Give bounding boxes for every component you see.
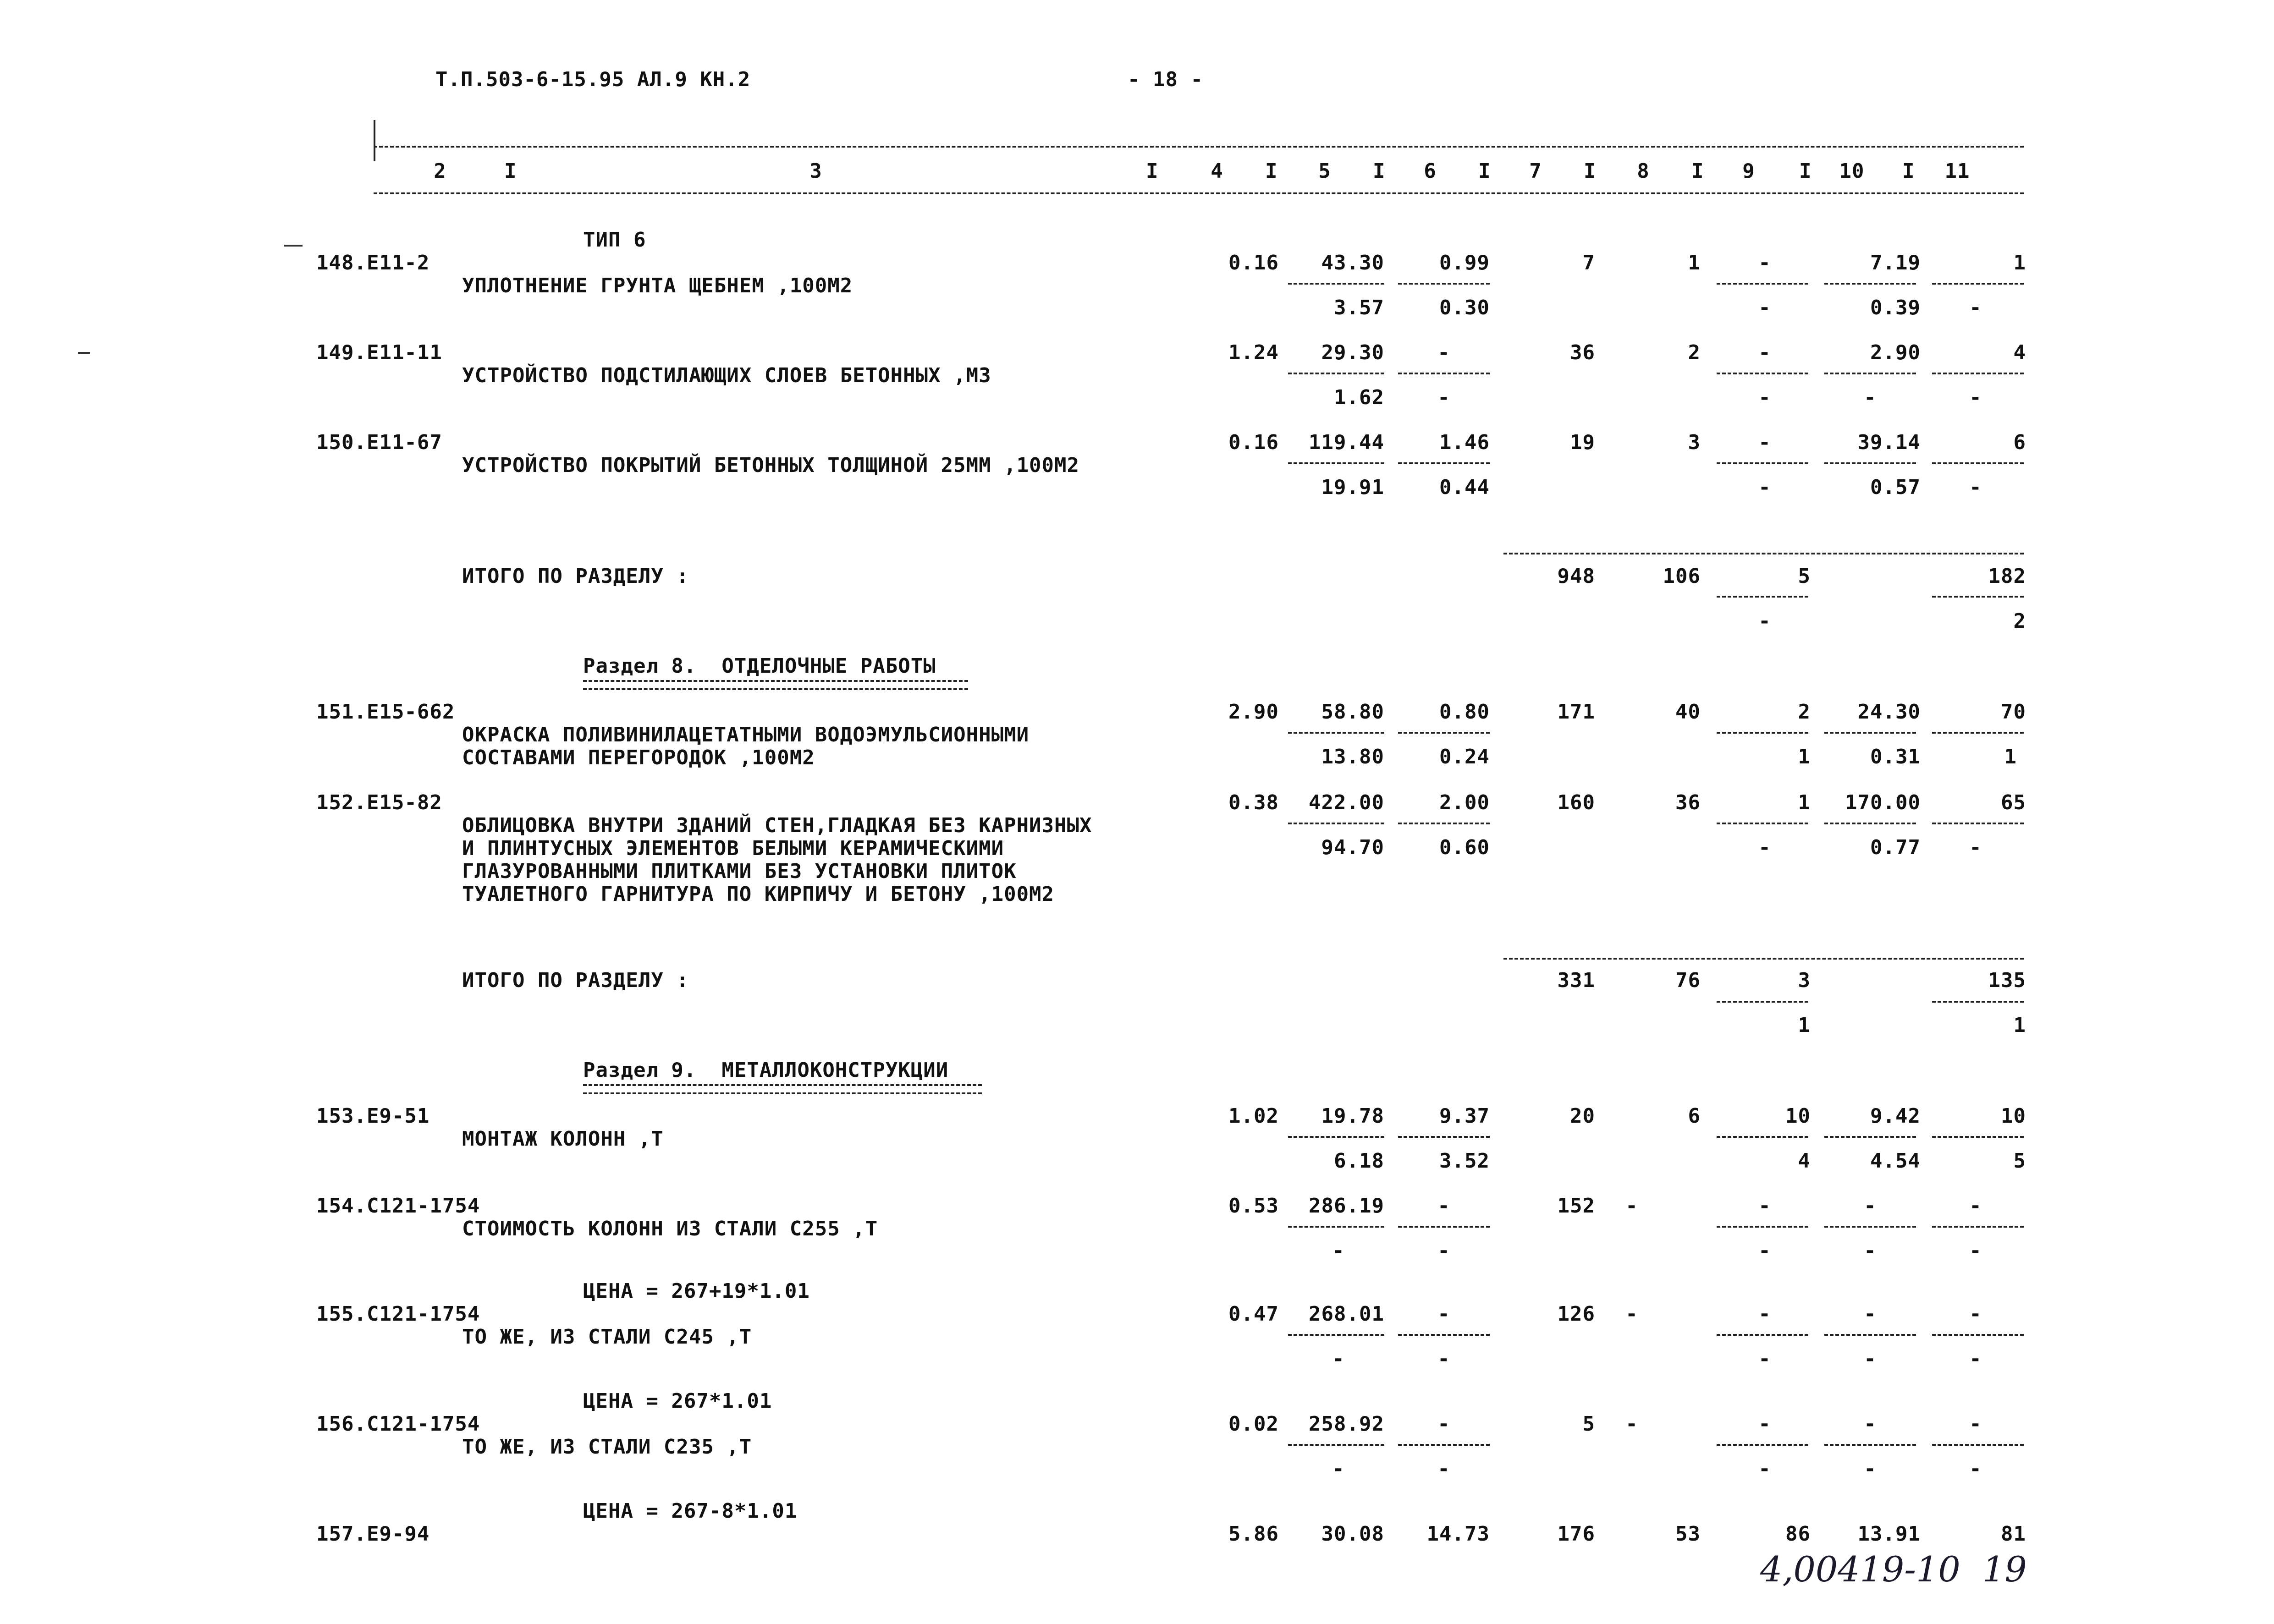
total-col7: 948 (1557, 565, 1595, 588)
cell-rule (1717, 1226, 1808, 1228)
cell-rule (1717, 596, 1808, 598)
cell-col7: 126 (1557, 1302, 1595, 1326)
row-description: УСТРОЙСТВО ПОКРЫТИЙ БЕТОННЫХ ТОЛЩИНОЙ 25ММ ,100М2 (462, 454, 1080, 477)
total-label: ИТОГО ПО РАЗДЕЛУ : (462, 969, 689, 992)
cell-col5-lower: 19.91 (1321, 476, 1384, 499)
cell-rule (1717, 823, 1808, 824)
total-col9-lower: - (1758, 609, 1771, 633)
cell-col6-lower: - (1437, 386, 1450, 409)
cell-rule (1932, 1136, 2024, 1138)
cell-rule (1824, 1444, 1916, 1446)
header-top-rule (374, 146, 2024, 148)
cell-col5-lower: 13.80 (1321, 745, 1384, 768)
cell-rule (1288, 1334, 1384, 1336)
cell-col11: - (1969, 1302, 1982, 1326)
cell-rule (1398, 732, 1490, 734)
cell-col4: 2.90 (1228, 700, 1279, 724)
cell-rule (1824, 462, 1916, 464)
cell-rule (1398, 1226, 1490, 1228)
cell-rule (1932, 596, 2024, 598)
cell-col8: - (1625, 1412, 1638, 1436)
cell-col6-lower: 0.30 (1439, 296, 1490, 319)
cell-col6: - (1437, 1194, 1450, 1218)
cell-col11-lower: - (1969, 1347, 1982, 1371)
row-code: 150.Е11-67 (316, 431, 442, 454)
cell-col6-lower: - (1437, 1457, 1450, 1481)
section-underline (583, 1084, 982, 1094)
cell-col9: 86 (1785, 1522, 1811, 1546)
cell-col11-lower: - (1969, 296, 1982, 319)
cell-rule (1717, 1136, 1808, 1138)
cell-col11-lower: - (1969, 836, 1982, 859)
cell-col6: 2.00 (1439, 791, 1490, 814)
cell-col7: 20 (1570, 1104, 1595, 1128)
cell-rule (1717, 283, 1808, 285)
cell-col5: 58.80 (1321, 700, 1384, 724)
cell-col9: - (1758, 341, 1771, 364)
cell-col11: 1 (2013, 251, 2026, 274)
cell-col8: 1 (1688, 251, 1701, 274)
cell-col10: - (1864, 1412, 1877, 1436)
cell-col8: 6 (1688, 1104, 1701, 1128)
cell-rule (1398, 1444, 1490, 1446)
cell-rule (1398, 283, 1490, 285)
cell-col8: 36 (1675, 791, 1701, 814)
cell-rule (1932, 283, 2024, 285)
cell-col5: 268.01 (1309, 1302, 1384, 1326)
cell-col9: 10 (1785, 1104, 1811, 1128)
cell-col5-lower: 6.18 (1334, 1149, 1384, 1173)
cell-rule (1932, 732, 2024, 734)
cell-rule (1717, 1334, 1808, 1336)
column-header-8: 8 (1637, 159, 1650, 183)
document-reference: Т.П.503-6-15.95 АЛ.9 КН.2 (435, 68, 751, 91)
cell-col4: 1.02 (1228, 1104, 1279, 1128)
cell-rule (1932, 1001, 2024, 1003)
cell-col10-lower: 4.54 (1870, 1149, 1921, 1173)
cell-col9: - (1758, 1412, 1771, 1436)
cell-col5: 19.78 (1321, 1104, 1384, 1128)
row-code: 156.С121-1754 (316, 1412, 480, 1436)
cell-col6-lower: - (1437, 1239, 1450, 1262)
cell-rule (1824, 732, 1916, 734)
cell-col4: 0.16 (1228, 251, 1279, 274)
cell-col4: 0.38 (1228, 791, 1279, 814)
cell-col7: 36 (1570, 341, 1595, 364)
cell-col5-lower: - (1332, 1239, 1345, 1262)
cell-col6-lower: 0.44 (1439, 476, 1490, 499)
total-col11: 135 (1988, 969, 2026, 992)
section-heading: Раздел 9. МЕТАЛЛОКОНСТРУКЦИИ (583, 1059, 949, 1082)
cell-rule (1288, 373, 1384, 374)
total-col9-lower: 1 (1798, 1014, 1811, 1037)
row-description-line: ТУАЛЕТНОГО ГАРНИТУРА ПО КИРПИЧУ И БЕТОНУ ,100М2 (462, 883, 1055, 906)
cell-col9: 2 (1798, 700, 1811, 724)
cell-col10: 170.00 (1845, 791, 1921, 814)
cell-col5-lower: - (1332, 1457, 1345, 1481)
section-heading: Раздел 8. ОТДЕЛОЧНЫЕ РАБОТЫ (583, 654, 936, 678)
total-col9: 3 (1798, 969, 1811, 992)
cell-col9-lower: - (1758, 296, 1771, 319)
total-col8: 76 (1675, 969, 1701, 992)
page-number: - 18 - (1128, 68, 1203, 91)
row-code: 157.Е9-94 (316, 1522, 430, 1546)
column-header-11: 11 (1944, 159, 1970, 183)
cell-rule (1824, 823, 1916, 824)
type-heading: ТИП 6 (583, 228, 646, 252)
cell-rule (1398, 823, 1490, 824)
row-description: УПЛОТНЕНИЕ ГРУНТА ЩЕБНЕМ ,100М2 (462, 274, 853, 297)
cell-col10: 24.30 (1857, 700, 1921, 724)
cell-col6: 1.46 (1439, 431, 1490, 454)
total-rule (1503, 553, 2024, 554)
total-col11-lower: 1 (2013, 1014, 2026, 1037)
cell-col9-lower: - (1758, 836, 1771, 859)
cell-col11-lower: 1 (2004, 745, 2017, 768)
header-bottom-rule (374, 192, 2024, 194)
cell-col10-lower: 0.77 (1870, 836, 1921, 859)
cell-col11-lower: - (1969, 1457, 1982, 1481)
row-description-line: ГЛАЗУРОВАННЫМИ ПЛИТКАМИ БЕЗ УСТАНОВКИ ПЛИТОК (462, 860, 1017, 883)
cell-col9-lower: - (1758, 1347, 1771, 1371)
cell-col10: 9.42 (1870, 1104, 1921, 1128)
cell-col4: 5.86 (1228, 1522, 1279, 1546)
row-description-line: И ПЛИНТУСНЫХ ЭЛЕМЕНТОВ БЕЛЫМИ КЕРАМИЧЕСКИМИ (462, 837, 1004, 860)
cell-rule (1717, 373, 1808, 374)
cell-col10-lower: - (1864, 1239, 1877, 1262)
cell-col4: 0.02 (1228, 1412, 1279, 1436)
column-separator: I (1902, 159, 1915, 183)
row-code: 151.Е15-662 (316, 700, 455, 724)
cell-rule (1932, 462, 2024, 464)
price-formula: ЦЕНА = 267+19*1.01 (583, 1279, 810, 1303)
cell-rule (1288, 1226, 1384, 1228)
cell-col7: 19 (1570, 431, 1595, 454)
cell-rule (1288, 1444, 1384, 1446)
cell-rule (1717, 1001, 1808, 1003)
cell-col6-lower: 0.60 (1439, 836, 1490, 859)
row-code: 148.Е11-2 (316, 251, 430, 274)
cell-col9-lower: - (1758, 1457, 1771, 1481)
handwritten-annotation: 4,00419-10 19 (1760, 1549, 2027, 1590)
cell-rule (1717, 1444, 1808, 1446)
cell-col5-lower: 94.70 (1321, 836, 1384, 859)
total-rule (1503, 958, 2024, 960)
column-header-10: 10 (1839, 159, 1865, 183)
cell-col11-lower: - (1969, 386, 1982, 409)
row-description: ТО ЖЕ, ИЗ СТАЛИ С245 ,Т (462, 1325, 752, 1349)
cell-col8: 3 (1688, 431, 1701, 454)
cell-col8: - (1625, 1302, 1638, 1326)
cell-rule (1932, 1226, 2024, 1228)
cell-rule (1288, 462, 1384, 464)
column-separator: I (1799, 159, 1812, 183)
cell-col6: - (1437, 341, 1450, 364)
cell-rule (1288, 283, 1384, 285)
cell-col6: 0.80 (1439, 700, 1490, 724)
row-description-line: СОСТАВАМИ ПЕРЕГОРОДОК ,100М2 (462, 746, 815, 769)
price-formula: ЦЕНА = 267*1.01 (583, 1389, 772, 1413)
cell-rule (1932, 373, 2024, 374)
cell-col4: 0.16 (1228, 431, 1279, 454)
cell-col5: 422.00 (1309, 791, 1384, 814)
cell-rule (1288, 823, 1384, 824)
section-underline (583, 680, 968, 690)
cell-col9-lower: - (1758, 386, 1771, 409)
column-separator: I (504, 159, 517, 183)
row-description-line: ОБЛИЦОВКА ВНУТРИ ЗДАНИЙ СТЕН,ГЛАДКАЯ БЕЗ КАРНИЗНЫХ (462, 814, 1092, 837)
cell-col11: 4 (2013, 341, 2026, 364)
cell-col5: 258.92 (1309, 1412, 1384, 1436)
cell-col9-lower: 4 (1798, 1149, 1811, 1173)
cell-col8: 53 (1675, 1522, 1701, 1546)
column-header-3: 3 (809, 159, 822, 183)
column-header-4: 4 (1211, 159, 1223, 183)
cell-col10-lower: - (1864, 1347, 1877, 1371)
cell-col7: 171 (1557, 700, 1595, 724)
cell-col11-lower: - (1969, 476, 1982, 499)
cell-rule (1288, 1136, 1384, 1138)
cell-col4: 1.24 (1228, 341, 1279, 364)
price-formula: ЦЕНА = 267-8*1.01 (583, 1499, 798, 1523)
cell-rule (1824, 1136, 1916, 1138)
cell-col6-lower: 3.52 (1439, 1149, 1490, 1173)
row-description: МОНТАЖ КОЛОНН ,Т (462, 1127, 664, 1151)
total-col11: 182 (1988, 565, 2026, 588)
cell-col7: 160 (1557, 791, 1595, 814)
column-separator: I (1146, 159, 1159, 183)
cell-rule (1824, 1334, 1916, 1336)
cell-col9: - (1758, 1302, 1771, 1326)
cell-col7: 176 (1557, 1522, 1595, 1546)
row-description: ТО ЖЕ, ИЗ СТАЛИ С235 ,Т (462, 1435, 752, 1459)
cell-col10-lower: 0.31 (1870, 745, 1921, 768)
cell-col9-lower: 1 (1798, 745, 1811, 768)
cell-rule (1932, 1444, 2024, 1446)
cell-col10-lower: - (1864, 1457, 1877, 1481)
scan-mark (284, 245, 303, 247)
cell-col11: 10 (2001, 1104, 2026, 1128)
cell-rule (1932, 823, 2024, 824)
cell-rule (1398, 1136, 1490, 1138)
column-header-6: 6 (1424, 159, 1437, 183)
cell-col11-lower: 5 (2013, 1149, 2026, 1173)
cell-col10: - (1864, 1194, 1877, 1218)
cell-col11: 65 (2001, 791, 2026, 814)
cell-rule (1932, 1334, 2024, 1336)
cell-rule (1398, 1334, 1490, 1336)
total-col11-lower: 2 (2013, 609, 2026, 633)
cell-col8: 2 (1688, 341, 1701, 364)
cell-col6: 0.99 (1439, 251, 1490, 274)
cell-col5: 119.44 (1309, 431, 1384, 454)
row-description: УСТРОЙСТВО ПОДСТИЛАЮЩИХ СЛОЕВ БЕТОННЫХ ,М3 (462, 364, 991, 387)
cell-col11: 6 (2013, 431, 2026, 454)
cell-col7: 7 (1582, 251, 1595, 274)
cell-rule (1398, 462, 1490, 464)
total-col8: 106 (1663, 565, 1701, 588)
cell-col4: 0.53 (1228, 1194, 1279, 1218)
scan-mark (78, 352, 90, 354)
cell-col11-lower: - (1969, 1239, 1982, 1262)
cell-col11: 70 (2001, 700, 2026, 724)
row-description: СТОИМОСТЬ КОЛОНН ИЗ СТАЛИ С255 ,Т (462, 1217, 878, 1240)
cell-col8: - (1625, 1194, 1638, 1218)
column-separator: I (1584, 159, 1597, 183)
cell-col6: 14.73 (1426, 1522, 1490, 1546)
cell-col6: - (1437, 1302, 1450, 1326)
cell-col6: 9.37 (1439, 1104, 1490, 1128)
cell-col10: 7.19 (1870, 251, 1921, 274)
total-col7: 331 (1557, 969, 1595, 992)
cell-rule (1717, 462, 1808, 464)
row-code: 154.С121-1754 (316, 1194, 480, 1218)
cell-rule (1398, 373, 1490, 374)
cell-col5-lower: 3.57 (1334, 296, 1384, 319)
column-header-9: 9 (1742, 159, 1755, 183)
column-separator: I (1265, 159, 1278, 183)
cell-col6-lower: 0.24 (1439, 745, 1490, 768)
column-separator: I (1691, 159, 1704, 183)
total-label: ИТОГО ПО РАЗДЕЛУ : (462, 565, 689, 588)
cell-col10: 2.90 (1870, 341, 1921, 364)
cell-col7: 152 (1557, 1194, 1595, 1218)
cell-col10-lower: 0.57 (1870, 476, 1921, 499)
cell-col7: 5 (1582, 1412, 1595, 1436)
cell-col9: 1 (1798, 791, 1811, 814)
cell-col5: 30.08 (1321, 1522, 1384, 1546)
cell-col6: - (1437, 1412, 1450, 1436)
row-code: 153.Е9-51 (316, 1104, 430, 1128)
cell-col10: 39.14 (1857, 431, 1921, 454)
cell-col9-lower: - (1758, 476, 1771, 499)
cell-col11: 81 (2001, 1522, 2026, 1546)
cell-rule (1824, 1226, 1916, 1228)
column-header-2: 2 (434, 159, 446, 183)
cell-col10: - (1864, 1302, 1877, 1326)
row-code: 155.С121-1754 (316, 1302, 480, 1326)
row-code: 152.Е15-82 (316, 791, 442, 814)
cell-col5: 43.30 (1321, 251, 1384, 274)
cell-col10: 13.91 (1857, 1522, 1921, 1546)
row-code: 149.Е11-11 (316, 341, 442, 364)
cell-col8: 40 (1675, 700, 1701, 724)
cell-rule (1288, 732, 1384, 734)
total-col9: 5 (1798, 565, 1811, 588)
cell-col6-lower: - (1437, 1347, 1450, 1371)
cell-rule (1824, 373, 1916, 374)
cell-col11: - (1969, 1412, 1982, 1436)
row-description-line: ОКРАСКА ПОЛИВИНИЛАЦЕТАТНЫМИ ВОДОЭМУЛЬСИОННЫМИ (462, 723, 1030, 746)
cell-rule (1824, 283, 1916, 285)
cell-col10-lower: 0.39 (1870, 296, 1921, 319)
column-separator: I (1373, 159, 1386, 183)
column-header-5: 5 (1318, 159, 1331, 183)
cell-col5: 286.19 (1309, 1194, 1384, 1218)
cell-col5: 29.30 (1321, 341, 1384, 364)
column-separator: I (1478, 159, 1491, 183)
cell-col9: - (1758, 251, 1771, 274)
column-header-7: 7 (1529, 159, 1542, 183)
cell-rule (1717, 732, 1808, 734)
cell-col9-lower: - (1758, 1239, 1771, 1262)
cell-col4: 0.47 (1228, 1302, 1279, 1326)
cell-col5-lower: 1.62 (1334, 386, 1384, 409)
cell-col11: - (1969, 1194, 1982, 1218)
cell-col10-lower: - (1864, 386, 1877, 409)
table-left-edge (374, 120, 375, 161)
cell-col9: - (1758, 431, 1771, 454)
cell-col9: - (1758, 1194, 1771, 1218)
cell-col5-lower: - (1332, 1347, 1345, 1371)
